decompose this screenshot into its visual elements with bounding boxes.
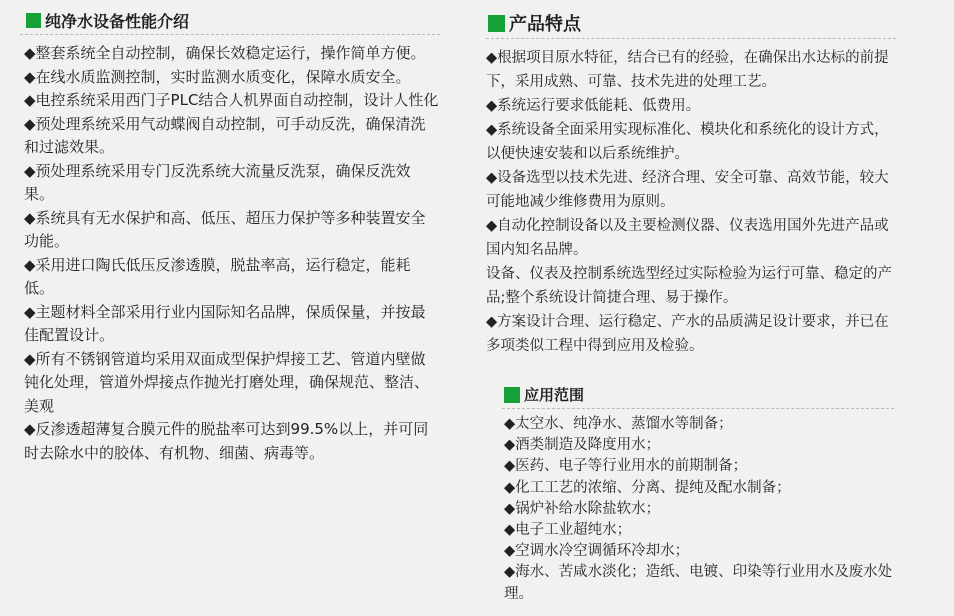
list-item: ◆反渗透超薄复合膜元件的脱盐率可达到99.5%以上，并可同时去除水中的胶体、有机物、细菌、病毒等。 [24,420,429,462]
list-item: ◆根据项目原水特征，结合已有的经验，在确保出水达标的前提下，采用成熟、可靠、技术先进的处理工艺。 [486,50,889,90]
list-item: ◆海水、苦咸水淡化；造纸、电镀、印染等行业用水及废水处理。 [504,564,893,602]
list-item: ◆系统具有无水保护和高、低压、超压力保护等多种装置安全功能。 [24,208,426,250]
list-item: ◆设备选型以技术先进、经济合理、安全可靠、高效节能，较大可能地减少维修费用为原则。 [486,170,889,210]
performance-heading [26,9,189,32]
list-item: ◆电控系统采用西门子PLC结合人机界面自动控制，设计人性化 [24,91,439,109]
list-item: ◆在线水质监测控制，实时监测水质变化，保障水质安全。 [24,67,411,86]
features-list [486,46,896,358]
green-square-icon [26,13,41,28]
list-item: ◆医药、电子等行业用水的前期制备； [504,458,748,475]
list-item: ◆电子工业超纯水； [504,522,632,539]
list-item: ◆主题材料全部采用行业内国际知名品牌，保质保量，并按最佳配置设计。 [24,302,426,344]
list-item: ◆自动化控制设备以及主要检测仪器、仪表选用国外先进产品或国内知名品牌。 [486,218,889,258]
application-list [504,414,904,605]
list-item: ◆预处理系统采用气动蝶阀自动控制，可手动反洗，确保清洗和过滤效果。 [24,114,426,156]
list-item: ◆采用进口陶氏低压反渗透膜，脱盐率高，运行稳定，能耗低。 [24,255,411,297]
performance-list [24,42,440,465]
list-item: ◆系统运行要求低能耗、低费用。 [486,98,701,114]
list-item: 设备、仪表及控制系统选型经过实际检验为运行可靠、稳定的产品;整个系统设计简捷合理、易于操作。 [486,266,892,306]
list-item: ◆方案设计合理、运行稳定、产水的品质满足设计要求，并已在多项类似工程中得到应用及检验。 [486,314,889,354]
list-item: ◆整套系统全自动控制，确保长效稳定运行，操作简单方便。 [24,44,426,62]
list-item: ◆系统设备全面采用实现标准化、模块化和系统化的设计方式，以便快速安装和以后系统维护。 [486,122,889,162]
divider [486,38,896,39]
list-item: ◆化工工艺的浓缩、分离、提纯及配水制备； [504,479,791,496]
application-heading-text: 应用范围 [524,386,585,404]
performance-heading-text: 纯净水设备性能介绍 [45,12,190,31]
list-item: ◆预处理系统采用专门反洗系统大流量反洗泵，确保反洗效果。 [24,161,411,203]
list-item: ◆锅炉补给水除盐软水； [504,500,661,517]
features-heading-text: 产品特点 [509,14,581,35]
divider [20,34,440,35]
list-item: ◆空调水冷空调循环冷却水； [504,543,690,560]
list-item: ◆太空水、纯净水、蒸馏水等制备； [504,416,733,432]
green-square-icon [504,387,520,403]
features-heading [488,10,581,36]
list-item: ◆所有不锈钢管道均采用双面成型保护焊接工艺、管道内壁做钝化处理，管道外焊接点作抛光打磨处理，确保规范、整洁、美观 [24,349,430,415]
green-square-icon [488,15,505,32]
divider [502,408,894,409]
list-item: ◆酒类制造及降度用水； [504,437,661,454]
application-heading [504,384,584,405]
